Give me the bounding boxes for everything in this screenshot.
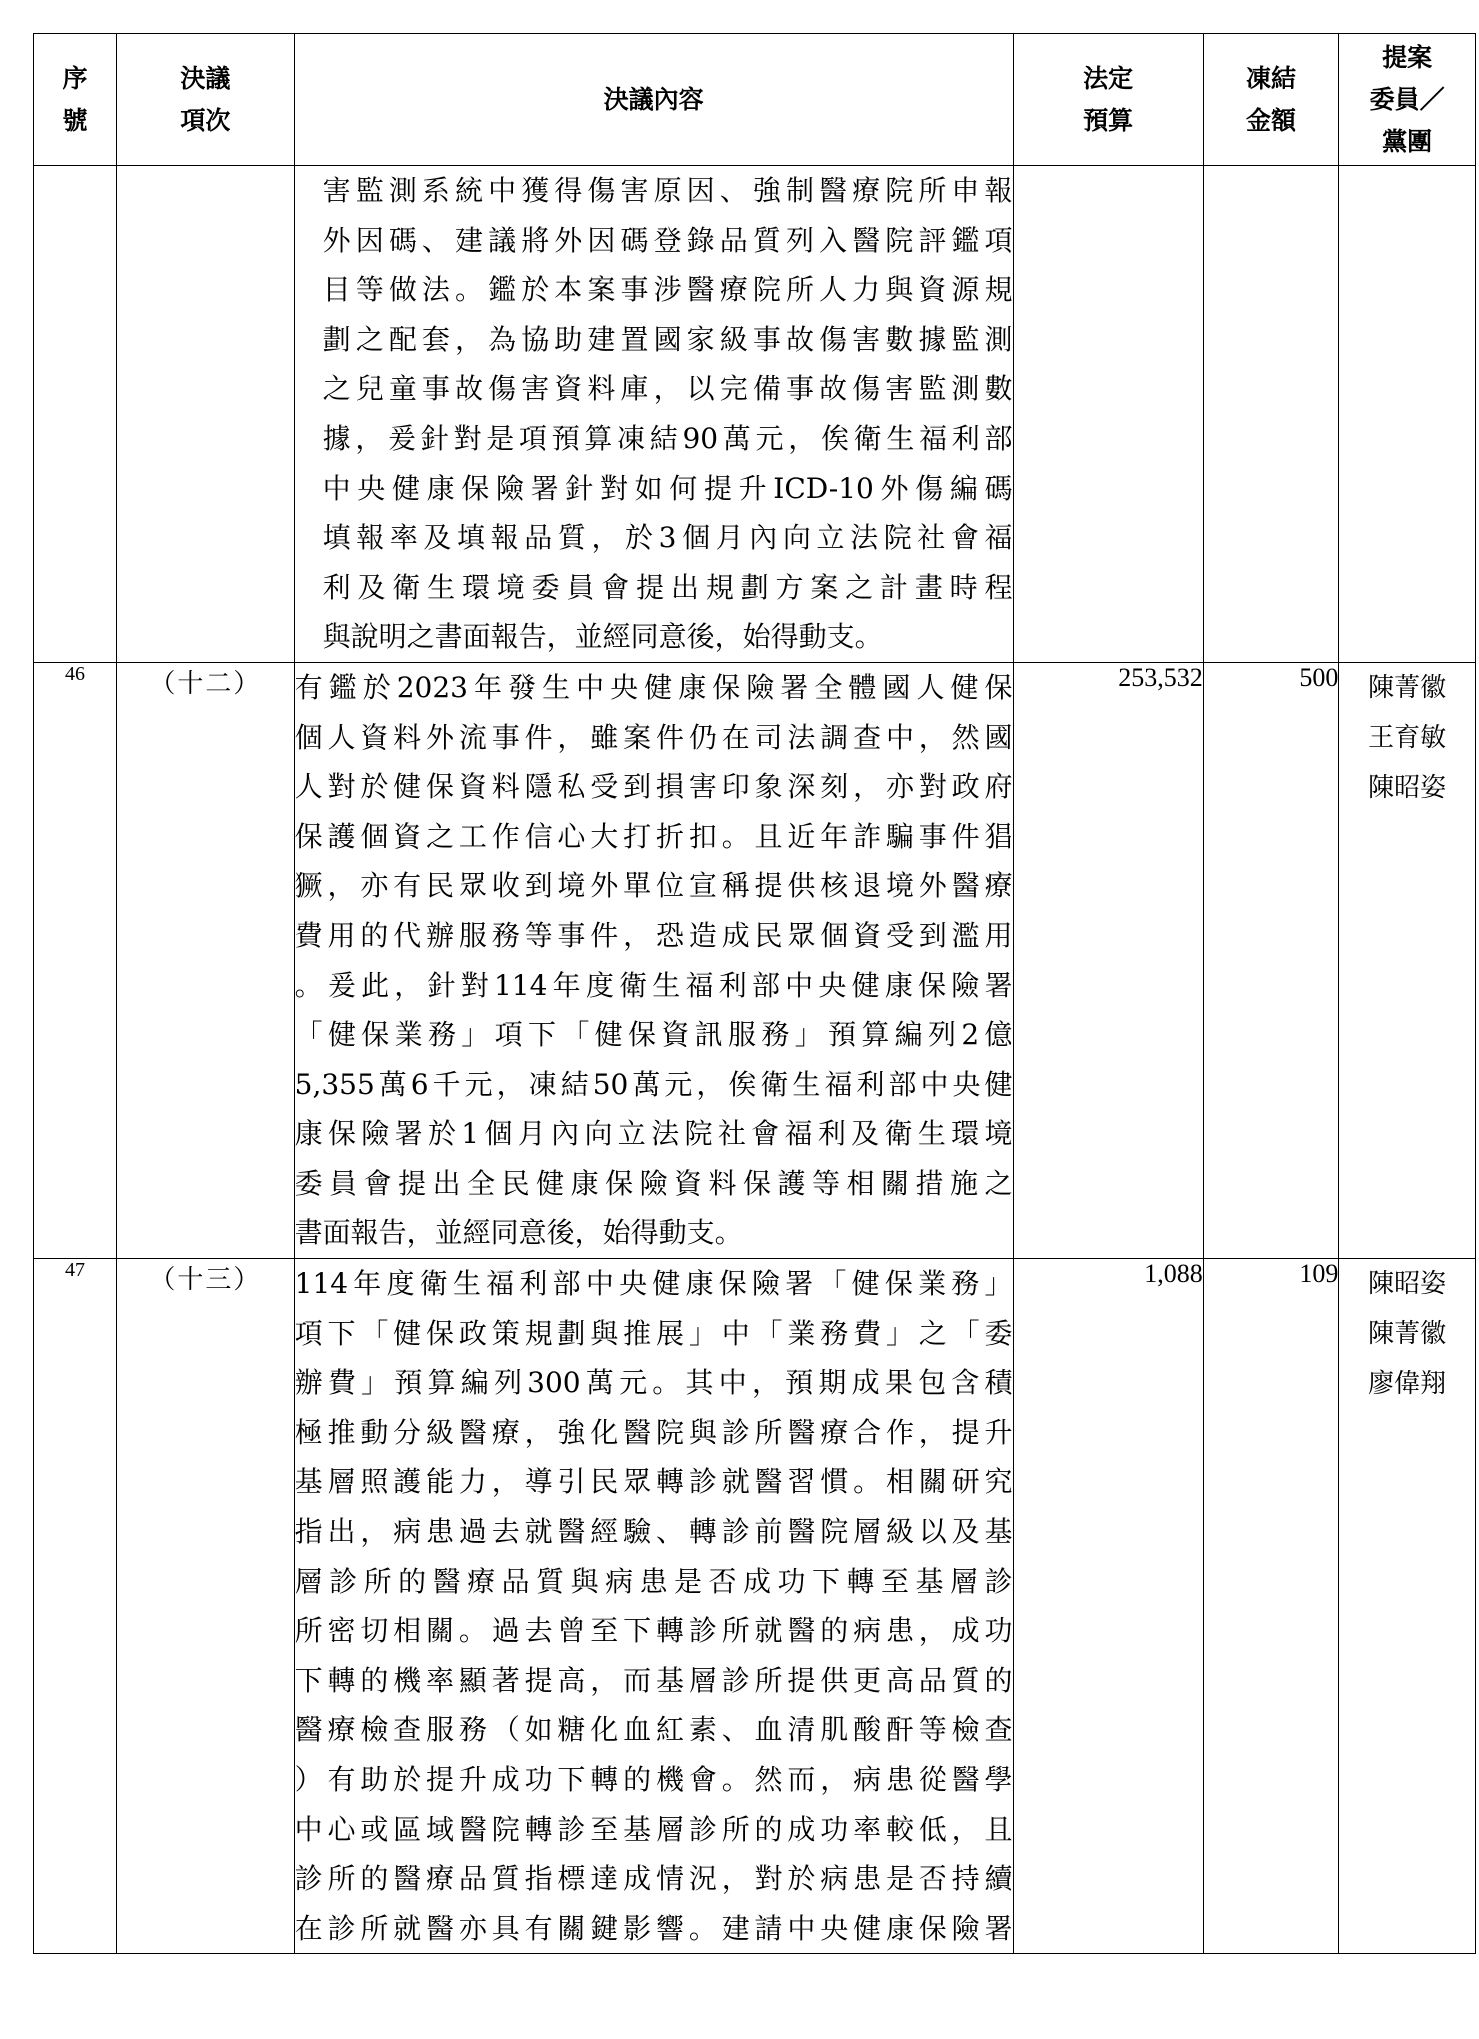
proposer-name: 陳菁徽 bbox=[1368, 1319, 1447, 1350]
content-line: 委員會提出全民健康保險資料保護等相關措施之 bbox=[294, 1166, 1013, 1200]
row-content bbox=[294, 166, 1013, 663]
row-frozen: 500 bbox=[1203, 662, 1339, 1258]
proposer-name: 王育敏 bbox=[1368, 722, 1447, 753]
proposer-name: 陳菁徽 bbox=[1368, 672, 1447, 703]
row-item: （十二） bbox=[117, 662, 295, 1258]
row-budget bbox=[1013, 166, 1203, 663]
row-proposers bbox=[1339, 166, 1476, 663]
content-line: 。爰此，針對114年度衛生福利部中央健康保險署 bbox=[294, 968, 1013, 1002]
header-budget: 法定 預算 bbox=[1013, 34, 1203, 166]
content-line: 醫療檢查服務（如糖化血紅素、血清肌酸酐等檢查 bbox=[294, 1713, 1013, 1747]
content-line: 下轉的機率顯著提高，而基層診所提供更高品質的 bbox=[294, 1663, 1013, 1697]
content-line: 個人資料外流事件，雖案件仍在司法調查中，然國 bbox=[294, 720, 1013, 754]
content-line: 114年度衛生福利部中央健康保險署「健保業務」 bbox=[294, 1267, 1013, 1301]
header-row bbox=[34, 34, 1476, 166]
row-frozen: 109 bbox=[1203, 1259, 1339, 1954]
row-proposers bbox=[1339, 1259, 1476, 1954]
proposer-name: 陳昭姿 bbox=[1368, 1269, 1447, 1300]
content-line: 基層照護能力，導引民眾轉診就醫習慣。相關研究 bbox=[294, 1465, 1013, 1499]
row-seq: 47 bbox=[34, 1259, 117, 1954]
content-line: 康保險署於1個月內向立法院社會福利及衛生環境 bbox=[294, 1117, 1013, 1151]
content-line: 人對於健保資料隱私受到損害印象深刻，亦對政府 bbox=[294, 770, 1013, 804]
content-line: 指出，病患過去就醫經驗、轉診前醫院層級以及基 bbox=[294, 1515, 1013, 1549]
content-line: 診所的醫療品質指標達成情況，對於病患是否持續 bbox=[294, 1862, 1013, 1896]
content-line: 層診所的醫療品質與病患是否成功下轉至基層診 bbox=[294, 1564, 1013, 1598]
resolution-page bbox=[33, 33, 1476, 2019]
row-frozen bbox=[1203, 166, 1339, 663]
header-frozen: 凍結 金額 bbox=[1203, 34, 1339, 166]
row-content bbox=[294, 1259, 1013, 1954]
proposer-name: 廖偉翔 bbox=[1368, 1369, 1447, 1400]
content-line: 獗，亦有民眾收到境外單位宣稱提供核退境外醫療 bbox=[294, 869, 1013, 903]
content-line: 極推動分級醫療，強化醫院與診所醫療合作，提升 bbox=[294, 1415, 1013, 1449]
row-item: （十三） bbox=[117, 1259, 295, 1954]
table-row-continued bbox=[34, 166, 1476, 663]
content-line: 項下「健保政策規劃與推展」中「業務費」之「委 bbox=[294, 1316, 1013, 1350]
content-line: 劃之配套，為協助建置國家級事故傷害數據監測 bbox=[322, 322, 1013, 356]
row-budget: 253,532 bbox=[1013, 662, 1203, 1258]
content-line: 中心或區域醫院轉診至基層診所的成功率較低，且 bbox=[294, 1812, 1013, 1846]
header-proposer: 提案 委員／ 黨團 bbox=[1339, 34, 1476, 166]
content-line: 據，爰針對是項預算凍結90萬元，俟衛生福利部 bbox=[322, 421, 1013, 455]
row-content bbox=[294, 662, 1013, 1258]
content-line: ）有助於提升成功下轉的機會。然而，病患從醫學 bbox=[294, 1763, 1013, 1796]
content-line: 所密切相關。過去曾至下轉診所就醫的病患，成功 bbox=[294, 1614, 1013, 1648]
content-line: 填報率及填報品質，於3個月內向立法院社會福 bbox=[322, 521, 1013, 555]
content-line: 保護個資之工作信心大打折扣。且近年詐騙事件猖 bbox=[294, 819, 1013, 853]
content-line: 辦費」預算編列300萬元。其中，預期成果包含積 bbox=[294, 1366, 1013, 1400]
table-row-46 bbox=[34, 662, 1476, 1258]
content-line: 與說明之書面報告，並經同意後，始得動支。 bbox=[322, 620, 883, 654]
header-content: 決議內容 bbox=[294, 34, 1013, 166]
header-seq: 序 號 bbox=[34, 34, 117, 166]
content-line: 外因碼、建議將外因碼登錄品質列入醫院評鑑項 bbox=[322, 223, 1013, 257]
row-proposers bbox=[1339, 662, 1476, 1258]
row-seq: 46 bbox=[34, 662, 117, 1258]
content-line: 利及衛生環境委員會提出規劃方案之計畫時程 bbox=[322, 570, 1013, 604]
header-item: 決議 項次 bbox=[117, 34, 295, 166]
row-budget: 1,088 bbox=[1013, 1259, 1203, 1954]
content-line: 之兒童事故傷害資料庫，以完備事故傷害監測數 bbox=[322, 372, 1013, 406]
content-line: 害監測系統中獲得傷害原因、強制醫療院所申報 bbox=[322, 174, 1013, 207]
content-line: 「健保業務」項下「健保資訊服務」預算編列2億 bbox=[294, 1018, 1013, 1052]
content-line: 有鑑於2023年發生中央健康保險署全體國人健保 bbox=[294, 670, 1013, 704]
content-line: 目等做法。鑑於本案事涉醫療院所人力與資源規 bbox=[322, 273, 1013, 307]
proposer-name: 陳昭姿 bbox=[1368, 772, 1447, 803]
content-line: 在診所就醫亦具有關鍵影響。建請中央健康保險署 bbox=[294, 1911, 1013, 1945]
content-line: 書面報告，並經同意後，始得動支。 bbox=[294, 1216, 743, 1250]
table-row-47 bbox=[34, 1259, 1476, 1954]
row-item bbox=[117, 166, 295, 663]
row-seq bbox=[34, 166, 117, 663]
resolution-table bbox=[33, 33, 1476, 1954]
content-line: 費用的代辦服務等事件，恐造成民眾個資受到濫用 bbox=[294, 918, 1013, 952]
content-line: 5,355萬6千元，凍結50萬元，俟衛生福利部中央健 bbox=[294, 1067, 1013, 1101]
content-line: 中央健康保險署針對如何提升ICD-10外傷編碼 bbox=[322, 471, 1013, 505]
